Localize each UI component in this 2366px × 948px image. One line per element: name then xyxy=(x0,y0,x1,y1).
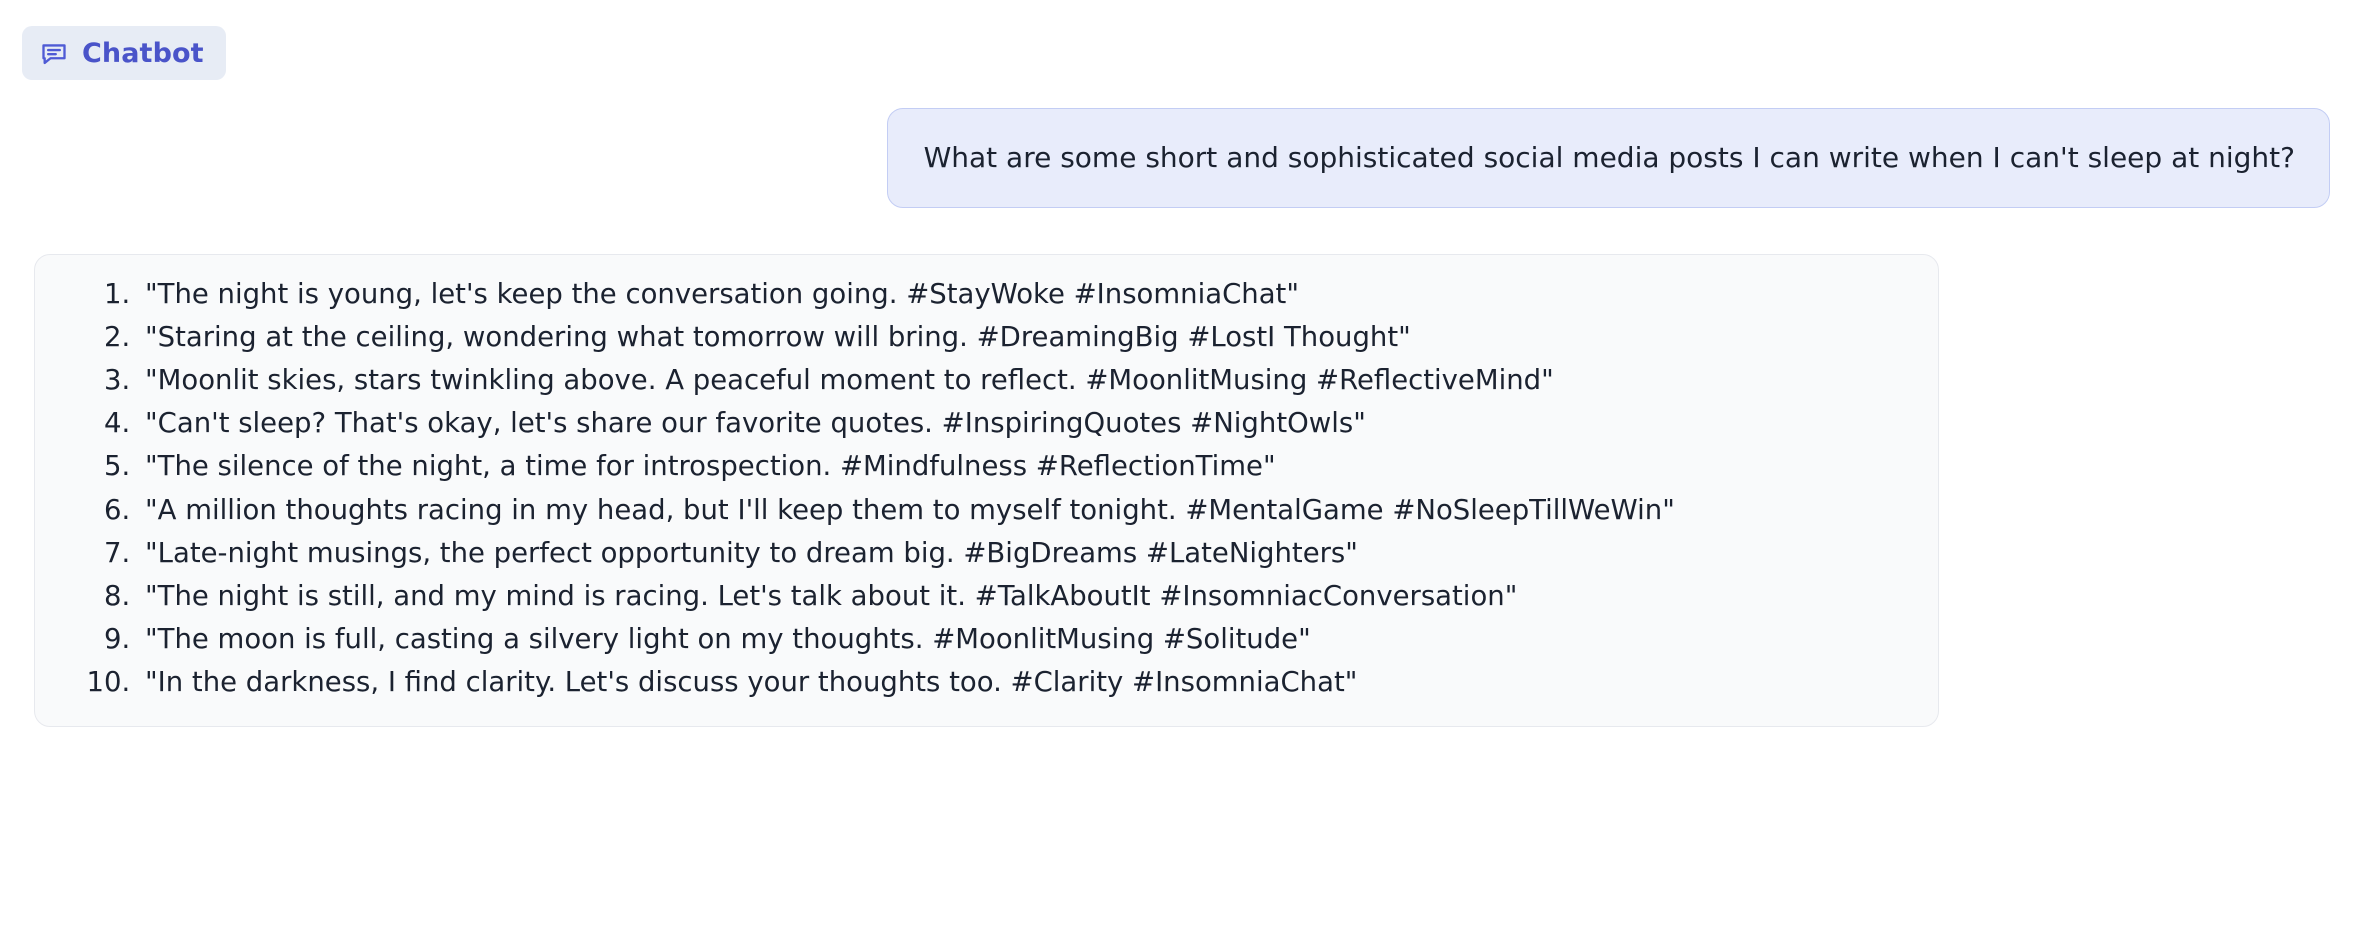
post-suggestion-list xyxy=(75,277,1898,700)
user-message-row xyxy=(34,108,2330,208)
list-item: 10. "In the darkness, I find clarity. Let's discuss your thoughts too. #Clarity #InsomniaChat" xyxy=(139,665,1898,700)
list-item: 9. "The moon is full, casting a silvery light on my thoughts. #MoonlitMusing #Solitude" xyxy=(139,622,1898,657)
user-message-bubble: What are some short and sophisticated social media posts I can write when I can't sleep at night? xyxy=(887,108,2330,208)
bot-message-bubble xyxy=(34,254,1939,727)
bot-message-row xyxy=(34,254,2330,727)
chat-bubble-icon xyxy=(40,39,68,67)
chatbot-label-text: Chatbot xyxy=(82,37,204,69)
list-item: 3. "Moonlit skies, stars twinkling above. A peaceful moment to reflect. #MoonlitMusing #ReflectiveMind" xyxy=(139,363,1898,398)
chatbot-label-chip xyxy=(22,26,226,80)
list-item: 7. "Late-night musings, the perfect opportunity to dream big. #BigDreams #LateNighters" xyxy=(139,536,1898,571)
list-item: 6. "A million thoughts racing in my head, but I'll keep them to myself tonight. #MentalGame #NoSleepTillWeWin" xyxy=(139,493,1898,528)
list-item: 1. "The night is young, let's keep the conversation going. #StayWoke #InsomniaChat" xyxy=(139,277,1898,312)
list-item: 2. "Staring at the ceiling, wondering what tomorrow will bring. #DreamingBig #LostI Thought" xyxy=(139,320,1898,355)
list-item: 8. "The night is still, and my mind is racing. Let's talk about it. #TalkAboutIt #InsomniacConversation" xyxy=(139,579,1898,614)
chat-transcript xyxy=(0,108,2366,727)
app-header xyxy=(0,0,2366,80)
list-item: 5. "The silence of the night, a time for introspection. #Mindfulness #ReflectionTime" xyxy=(139,449,1898,484)
list-item: 4. "Can't sleep? That's okay, let's share our favorite quotes. #InspiringQuotes #NightOwls" xyxy=(139,406,1898,441)
